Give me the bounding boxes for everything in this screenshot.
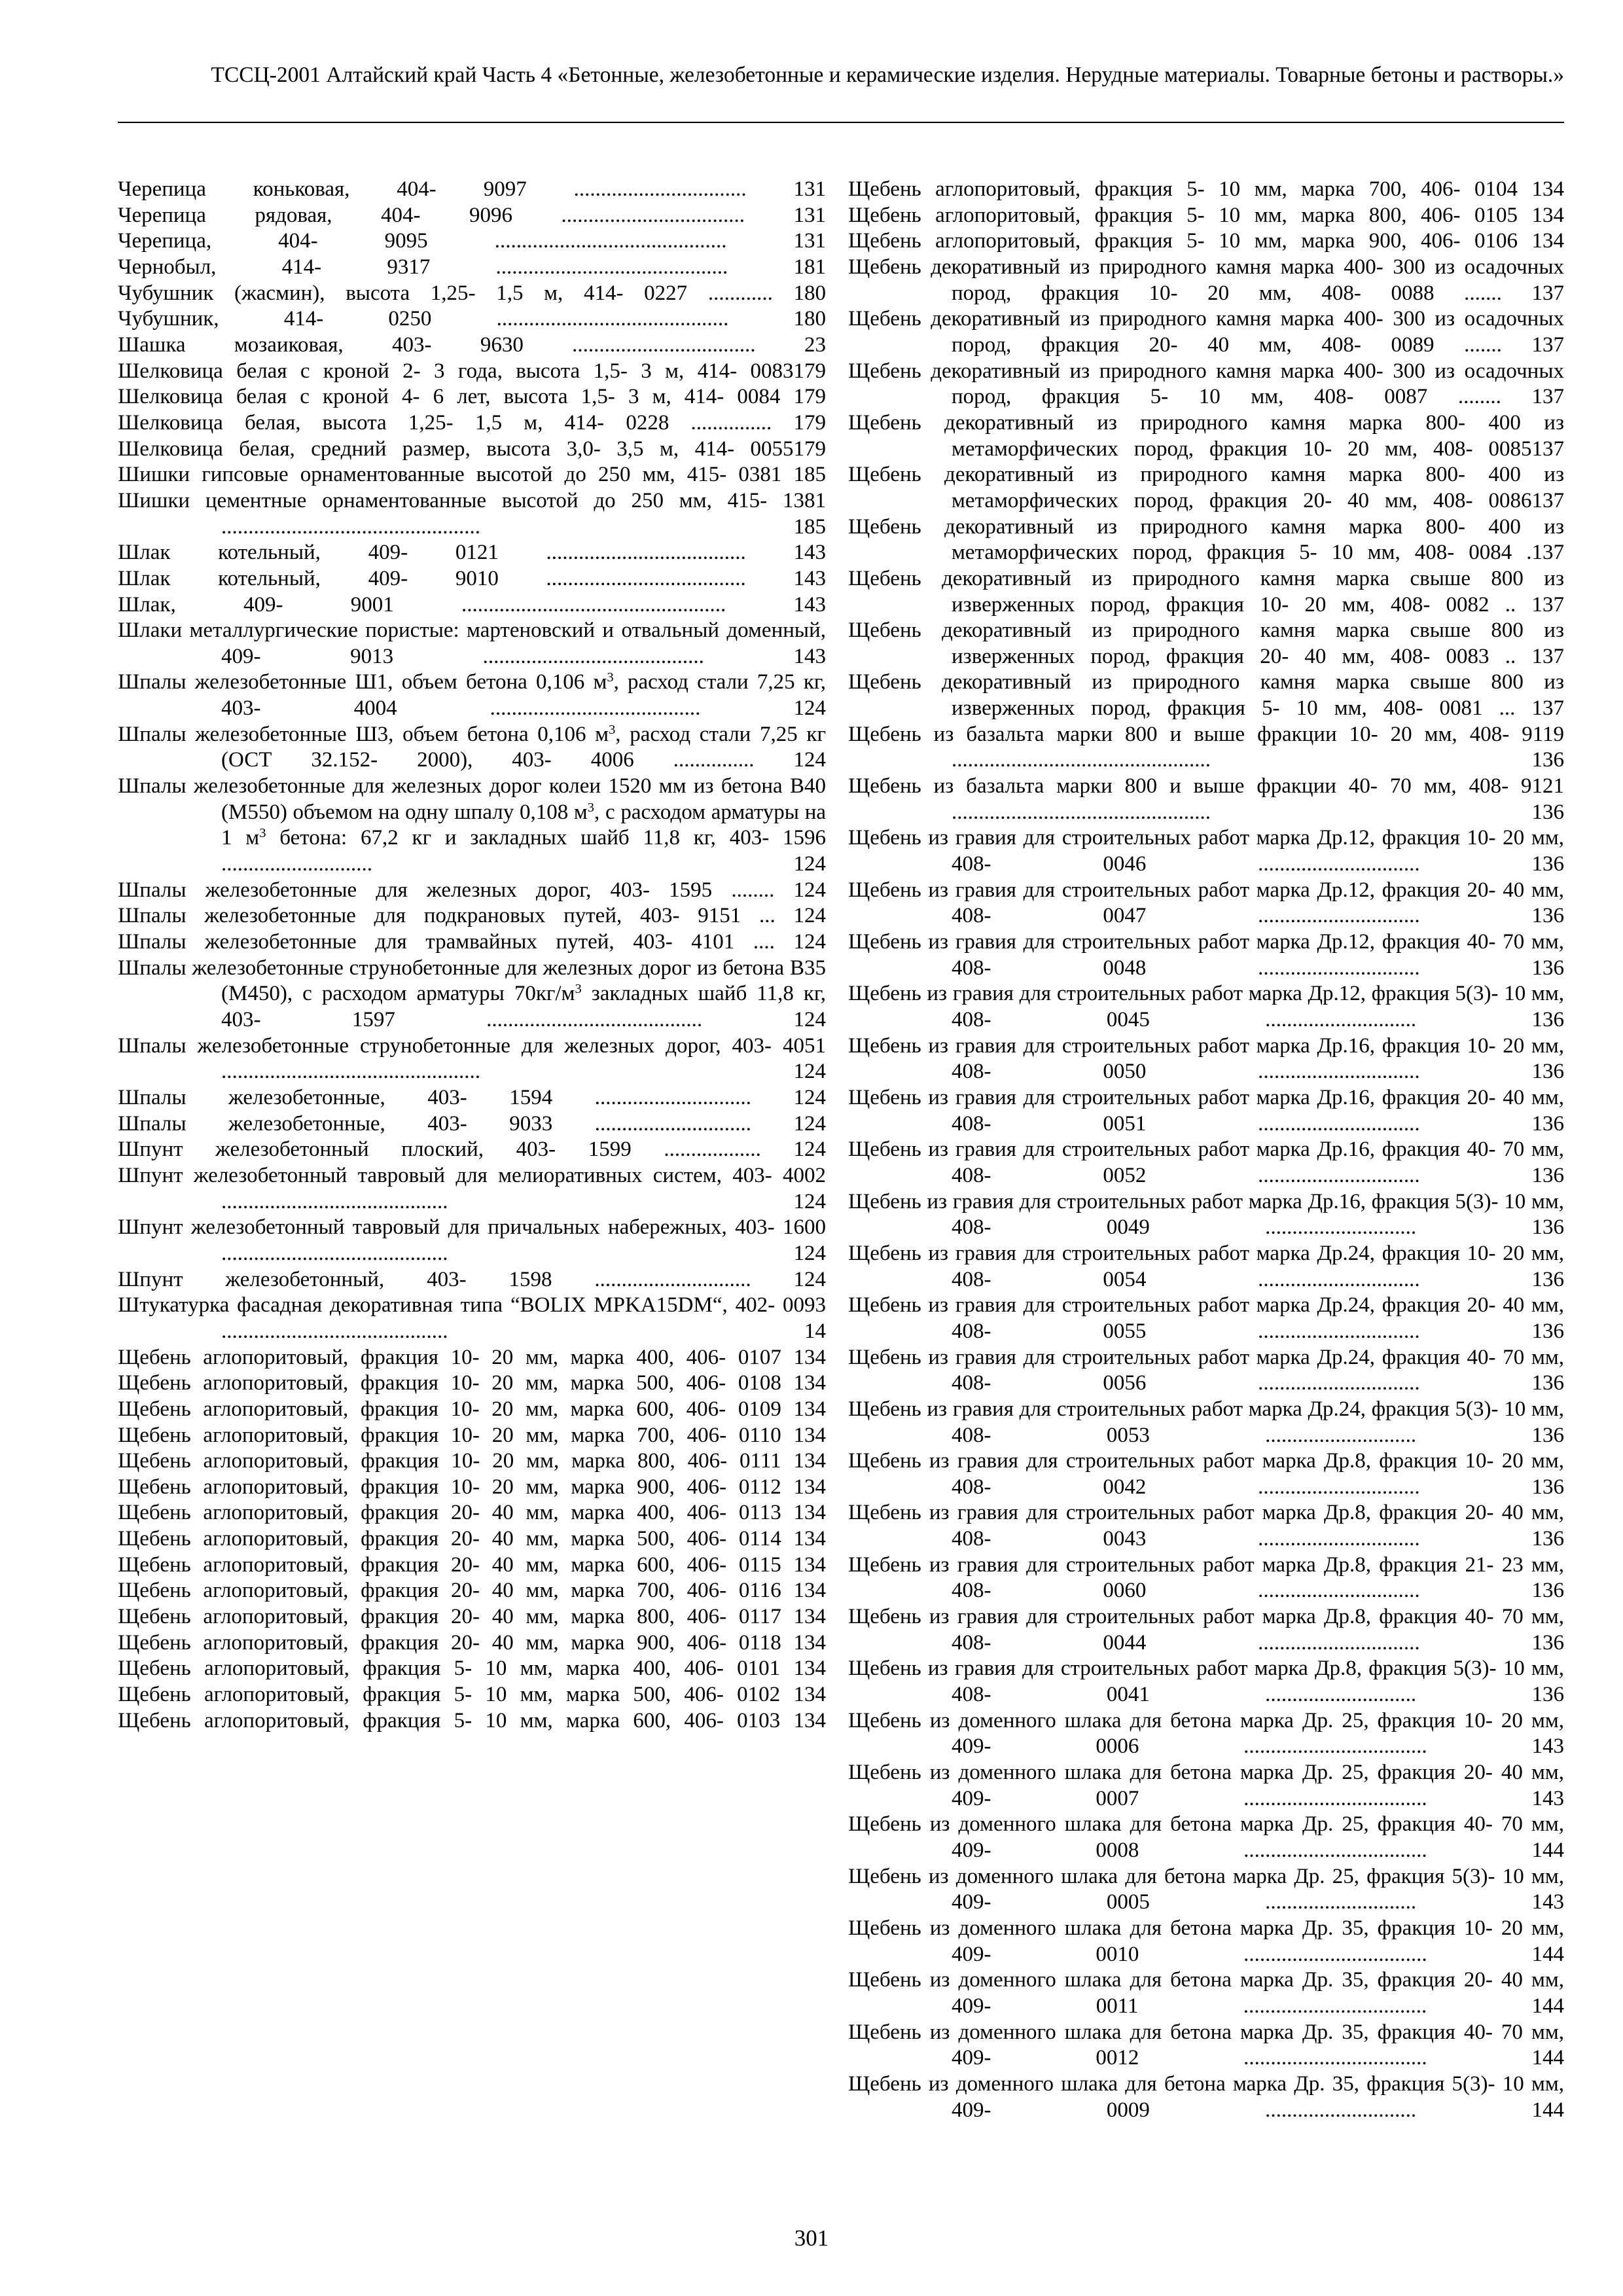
page-number: 301 [794,2225,829,2251]
index-entry: Щебень из гравия для строительных работ марка Др.12, фракция 5(3)- 10 мм, 408- 0045 ............................ 136 [848,982,1564,1031]
index-entry: Шелковица белая с кроной 2- 3 года, высота 1,5- 3 м, 414- 0083179 [118,359,826,383]
index-entry: Щебень аглопоритовый, фракция 10- 20 мм, марка 400, 406- 0107 134 [118,1345,826,1369]
index-entry: Щебень аглопоритовый, фракция 5- 10 мм, марка 900, 406- 0106 134 [848,229,1564,253]
index-entry: Щебень из гравия для строительных работ марка Др.8, фракция 5(3)- 10 мм, 408- 0041 ............................ 136 [848,1657,1564,1707]
index-entry: Щебень аглопоритовый, фракция 20- 40 мм, марка 500, 406- 0114 134 [118,1527,826,1551]
index-entry: Щебень из доменного шлака для бетона марка Др. 25, фракция 40- 70 мм, 409- 0008 .................................. 144 [848,1812,1564,1862]
index-entry: Шлаки металлургические пористые: мартеновский и отвальный доменный, 409- 9013 ......................................... 143 [118,619,826,668]
index-entry: Шпунт железобетонный, 403- 1598 ............................. 124 [118,1267,826,1291]
index-column-left [118,177,826,1734]
index-entry: Щебень из доменного шлака для бетона марка Др. 35, фракция 10- 20 мм, 409- 0010 .................................. 144 [848,1916,1564,1966]
index-entry: Шпунт железобетонный плоский, 403- 1599 .................. 124 [118,1138,826,1162]
index-entry: Чернобыл, 414- 9317 ........................................... 181 [118,255,826,279]
index-entry: Щебень аглопоритовый, фракция 5- 10 мм, марка 400, 406- 0101 134 [118,1657,826,1681]
index-entry: Щебень из доменного шлака для бетона марка Др. 35, фракция 5(3)- 10 мм, 409- 0009 ............................ 144 [848,2072,1564,2122]
index-entry: Щебень из гравия для строительных работ марка Др.8, фракция 40- 70 мм, 408- 0044 .............................. 136 [848,1605,1564,1655]
index-entry: Чубушник, 414- 0250 ........................................... 180 [118,307,826,331]
index-entry: Щебень декоративный из природного камня марка свыше 800 из изверженных пород, фракция 20- 40 мм, 408- 0083 .. 137 [848,619,1564,668]
index-entry: Щебень из гравия для строительных работ марка Др.16, фракция 5(3)- 10 мм, 408- 0049 ............................ 136 [848,1189,1564,1240]
index-entry: Черепица рядовая, 404- 9096 .................................. 131 [118,203,826,227]
index-entry: Щебень декоративный из природного камня марка свыше 800 из изверженных пород, фракция 5- 10 мм, 408- 0081 ... 137 [848,670,1564,721]
index-entry: Щебень из гравия для строительных работ марка Др.24, фракция 10- 20 мм, 408- 0054 .............................. 136 [848,1241,1564,1291]
index-entry: Шпалы железобетонные Ш3, объем бетона 0,106 $м^3$, расход стали 7,25 кг (ОСТ 32.152- 2000), 403- 4006 ............... 124 [118,722,826,772]
header-rule [118,122,1564,123]
index-entry: Шпалы железобетонные струнобетонные для железных дорог из бетона В35 (М450), с расходом арматуры $70кг/м^3$ закладных шайб 11,8 кг, 403- 1597 ........................................ 124 [118,956,826,1031]
index-entry: Шлак котельный, 409- 0121 ..................................... 143 [118,541,826,565]
index-entry: Шелковица белая, средний размер, высота 3,0- 3,5 м, 414- 0055179 [118,437,826,461]
index-entry: Щебень из гравия для строительных работ марка Др.12, фракция 40- 70 мм, 408- 0048 .............................. 136 [848,930,1564,980]
index-entry: Щебень декоративный из природного камня марка 800- 400 из метаморфических пород, фракция 5- 10 мм, 408- 0084 .137 [848,514,1564,565]
index-entry: Щебень аглопоритовый, фракция 10- 20 мм, марка 800, 406- 0111 134 [118,1449,826,1473]
index-entry: Щебень аглопоритовый, фракция 5- 10 мм, марка 800, 406- 0105 134 [848,203,1564,227]
index-entry: Щебень аглопоритовый, фракция 10- 20 мм, марка 500, 406- 0108 134 [118,1371,826,1395]
index-entry: Шпалы железобетонные, 403- 1594 ............................. 124 [118,1085,826,1109]
index-entry: Щебень аглопоритовый, фракция 20- 40 мм, марка 900, 406- 0118 134 [118,1630,826,1655]
index-entry: Шпалы железобетонные для подкрановых путей, 403- 9151 ... 124 [118,904,826,928]
page-header: ТССЦ-2001 Алтайский край Часть 4 «Бетонные, железобетонные и керамические изделия. Нерудные материалы. Товарные бетоны и растворы.» [211,63,1564,87]
index-entry: Шпалы железобетонные для железных дорог колеи 1520 мм из бетона В40 (М550) объемом на одну шпалу 0,108 $м^3$, с расходом арматуры на 1 $м^3$ бетона: 67,2 кг и закладных шайб 11,8 кг, 403- 1596 ............................ 124 [118,774,827,876]
index-entry: Шпалы железобетонные для железных дорог, 403- 1595 ........ 124 [118,878,826,902]
index-entry: Шпалы железобетонные, 403- 9033 ............................. 124 [118,1111,826,1136]
index-entry: Щебень из гравия для строительных работ марка Др.16, фракция 10- 20 мм, 408- 0050 .............................. 136 [848,1033,1564,1084]
index-entry: Шелковица белая, высота 1,25- 1,5 м, 414- 0228 ............... 179 [118,410,826,435]
index-entry: Щебень из базальта марки 800 и выше фракции 40- 70 мм, 408- 9121 ................................................ 136 [848,774,1564,824]
index-column-right [848,177,1564,2123]
index-entry: Щебень аглопоритовый, фракция 10- 20 мм, марка 900, 406- 0112 134 [118,1475,826,1499]
index-entry: Щебень из гравия для строительных работ марка Др.16, фракция 20- 40 мм, 408- 0051 .............................. 136 [848,1085,1564,1136]
index-entry: Шпалы железобетонные для трамвайных путей, 403- 4101 .... 124 [118,930,826,954]
index-entry: Щебень декоративный из природного камня марка свыше 800 из изверженных пород, фракция 10- 20 мм, 408- 0082 .. 137 [848,566,1564,617]
index-entry: Щебень из доменного шлака для бетона марка Др. 35, фракция 20- 40 мм, 409- 0011 .................................. 144 [848,1968,1564,2018]
index-entry: Щебень из гравия для строительных работ марка Др.16, фракция 40- 70 мм, 408- 0052 .............................. 136 [848,1138,1564,1187]
index-entry: Щебень из гравия для строительных работ марка Др.12, фракция 10- 20 мм, 408- 0046 .............................. 136 [848,826,1564,876]
index-entry: Щебень из доменного шлака для бетона марка Др. 25, фракция 10- 20 мм, 409- 0006 .................................. 143 [848,1708,1564,1759]
index-entry: Щебень аглопоритовый, фракция 10- 20 мм, марка 700, 406- 0110 134 [118,1423,826,1447]
index-entry: Щебень аглопоритовый, фракция 20- 40 мм, марка 800, 406- 0117 134 [118,1605,826,1629]
index-entry: Щебень из гравия для строительных работ марка Др.12, фракция 20- 40 мм, 408- 0047 .............................. 136 [848,878,1564,928]
index-entry: Щебень декоративный из природного камня марка 400- 300 из осадочных пород, фракция 20- 40 мм, 408- 0089 ....... 137 [848,307,1564,357]
index-entry: Штукатурка фасадная декоративная типа “BOLIX MPKA15DM“, 402- 0093 .......................................... 14 [118,1293,826,1343]
index-entry: Щебень из базальта марки 800 и выше фракции 10- 20 мм, 408- 9119 ................................................ 136 [848,722,1564,772]
index-entry: Щебень аглопоритовый, фракция 5- 10 мм, марка 500, 406- 0102 134 [118,1683,826,1707]
index-entry: Щебень декоративный из природного камня марка 400- 300 из осадочных пород, фракция 5- 10 мм, 408- 0087 ........ 137 [848,359,1564,409]
index-entry: Шлак, 409- 9001 ................................................. 143 [118,592,826,617]
index-entry: Щебень декоративный из природного камня марка 800- 400 из метаморфических пород, фракция 20- 40 мм, 408- 0086137 [848,463,1564,512]
index-entry: Черепица коньковая, 404- 9097 ................................ 131 [118,177,826,201]
index-entry: Щебень из гравия для строительных работ марка Др.24, фракция 40- 70 мм, 408- 0056 .............................. 136 [848,1345,1564,1395]
index-entry: Шпунт железобетонный тавровый для причальных набережных, 403- 1600 .......................................... 124 [118,1215,826,1265]
index-entry: Щебень аглопоритовый, фракция 10- 20 мм, марка 600, 406- 0109 134 [118,1397,826,1421]
index-entry: Щебень аглопоритовый, фракция 20- 40 мм, марка 400, 406- 0113 134 [118,1501,826,1525]
index-entry: Шпунт железобетонный тавровый для мелиоративных систем, 403- 4002 .......................................... 124 [118,1163,826,1213]
index-entry: Щебень аглопоритовый, фракция 20- 40 мм, марка 700, 406- 0116 134 [118,1579,826,1603]
index-entry: Шпалы железобетонные струнобетонные для железных дорог, 403- 4051 ................................................ 124 [118,1033,826,1084]
index-entry: Щебень аглопоритовый, фракция 5- 10 мм, марка 600, 406- 0103 134 [118,1708,826,1732]
index-entry: Щебень декоративный из природного камня марка 400- 300 из осадочных пород, фракция 10- 20 мм, 408- 0088 ....... 137 [848,255,1564,305]
index-entry: Щебень из доменного шлака для бетона марка Др. 35, фракция 40- 70 мм, 409- 0012 .................................. 144 [848,2020,1564,2070]
index-entry: Щебень аглопоритовый, фракция 5- 10 мм, марка 700, 406- 0104 134 [848,177,1564,201]
index-entry: Черепица, 404- 9095 ........................................... 131 [118,229,826,253]
index-entry: Щебень из гравия для строительных работ марка Др.24, фракция 5(3)- 10 мм, 408- 0053 ............................ 136 [848,1397,1564,1447]
index-entry: Чубушник (жасмин), высота 1,25- 1,5 м, 414- 0227 ............ 180 [118,281,826,305]
index-entry: Шашка мозаиковая, 403- 9630 .................................. 23 [118,332,826,357]
index-entry: Шлак котельный, 409- 9010 ..................................... 143 [118,566,826,590]
index-entry: Щебень декоративный из природного камня марка 800- 400 из метаморфических пород, фракция 10- 20 мм, 408- 0085137 [848,410,1564,461]
index-entry: Щебень из доменного шлака для бетона марка Др. 25, фракция 20- 40 мм, 409- 0007 .................................. 143 [848,1761,1564,1810]
index-entry: Шишки цементные орнаментованные высотой до 250 мм, 415- 1381 ................................................ 185 [118,488,826,539]
index-entry: Щебень аглопоритовый, фракция 20- 40 мм, марка 600, 406- 0115 134 [118,1552,826,1577]
index-entry: Шишки гипсовые орнаментованные высотой до 250 мм, 415- 0381 185 [118,463,826,487]
index-entry: Шпалы железобетонные Ш1, объем бетона 0,106 $м^3$, расход стали 7,25 кг, 403- 4004 ....................................... 124 [118,670,826,721]
index-entry: Шелковица белая с кроной 4- 6 лет, высота 1,5- 3 м, 414- 0084 179 [118,385,826,409]
index-entry: Щебень из доменного шлака для бетона марка Др. 25, фракция 5(3)- 10 мм, 409- 0005 ............................ 143 [848,1864,1564,1914]
index-entry: Щебень из гравия для строительных работ марка Др.24, фракция 20- 40 мм, 408- 0055 .............................. 136 [848,1293,1564,1343]
index-entry: Щебень из гравия для строительных работ марка Др.8, фракция 21- 23 мм, 408- 0060 .............................. 136 [848,1552,1564,1603]
index-entry: Щебень из гравия для строительных работ марка Др.8, фракция 20- 40 мм, 408- 0043 .............................. 136 [848,1501,1564,1551]
index-entry: Щебень из гравия для строительных работ марка Др.8, фракция 10- 20 мм, 408- 0042 .............................. 136 [848,1449,1564,1499]
